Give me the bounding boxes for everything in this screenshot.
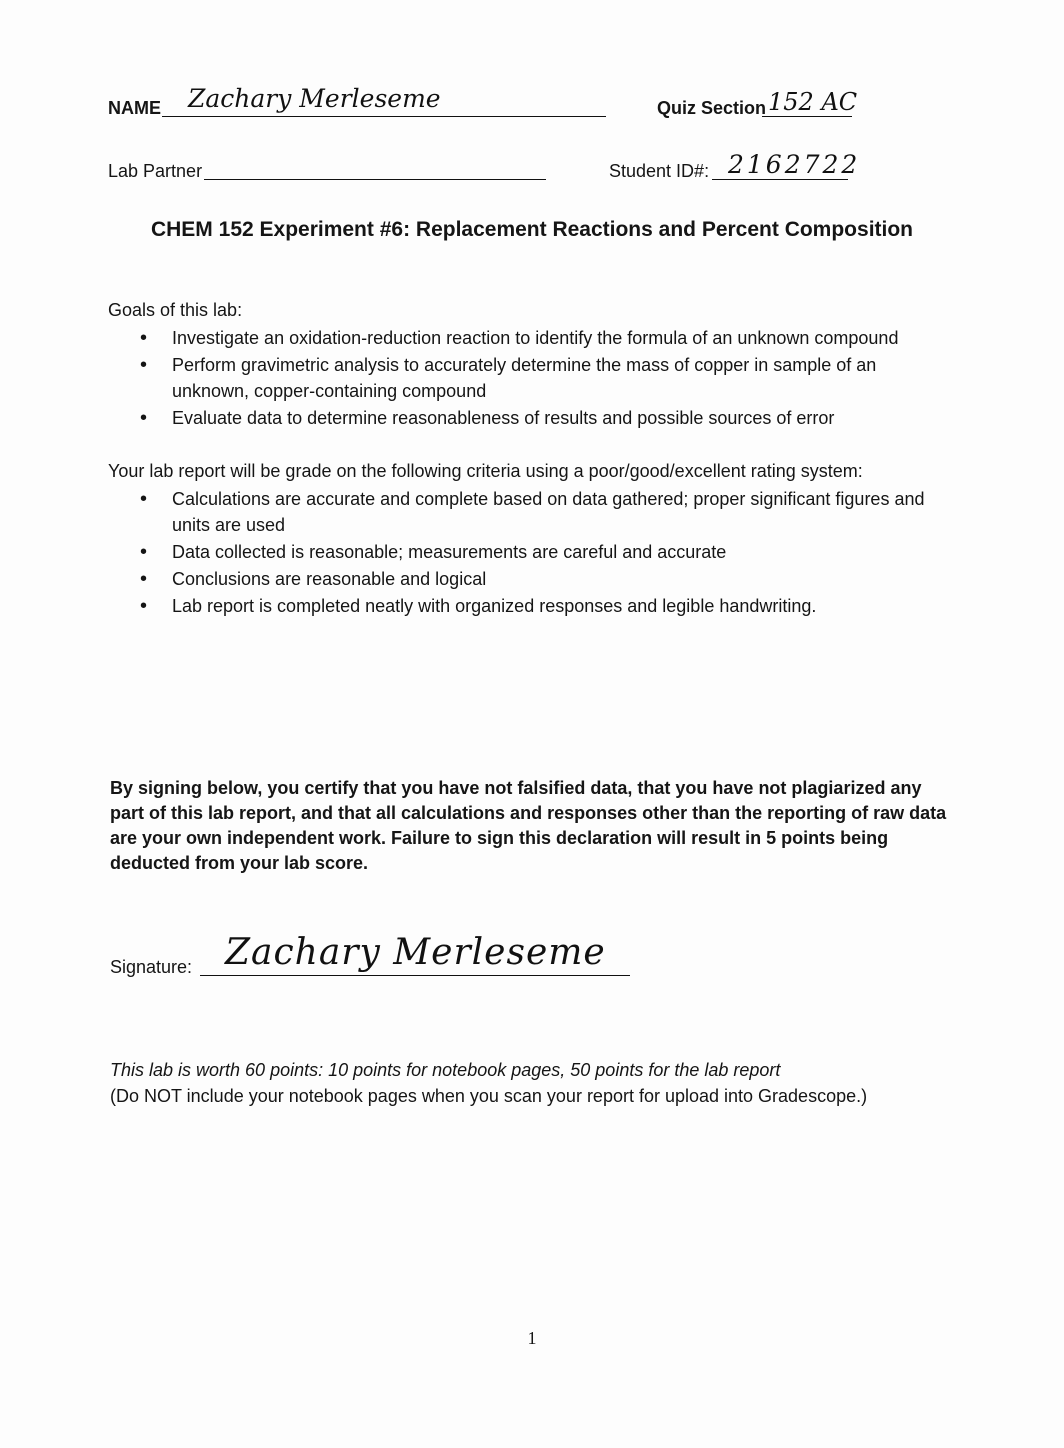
certification-text: By signing below, you certify that you have not falsified data, that you have not plagiarized any part of this lab report, and that all calculations and responses other than the reporting of raw data are your own independent work. Failure to sign this declaration will result in 5 points being deducted from your lab score.: [110, 778, 947, 873]
quiz-section-line[interactable]: [762, 116, 852, 117]
criteria-list: [110, 486, 960, 620]
lab-partner-label: Lab Partner: [108, 161, 203, 181]
student-id-label: Student ID#:: [609, 161, 710, 181]
page-title: CHEM 152 Experiment #6: Replacement Reactions and Percent Composition: [150, 218, 914, 241]
quiz-section-handwriting: 152 AC: [768, 88, 858, 116]
goal-item: • Evaluate data to determine reasonableness of results and possible sources of error: [110, 405, 960, 431]
student-id-line[interactable]: [712, 179, 848, 180]
quiz-section-label: Quiz Section: [657, 98, 767, 118]
criteria-item: • Data collected is reasonable; measurements are careful and accurate: [110, 539, 960, 565]
page-number: 1: [527, 1328, 537, 1348]
criteria-item: • Lab report is completed neatly with organized responses and legible handwriting.: [110, 593, 960, 619]
signature-line[interactable]: [200, 975, 630, 976]
name-handwriting: Zachary Merleseme: [188, 84, 441, 113]
criteria-item: • Calculations are accurate and complete based on data gathered; proper significant figures and units are used: [110, 486, 962, 538]
goals-list: [110, 325, 960, 432]
points-note: This lab is worth 60 points: 10 points for notebook pages, 50 points for the lab report: [110, 1060, 781, 1080]
student-id-handwriting: 2162722: [728, 150, 861, 179]
lab-partner-line[interactable]: [204, 179, 546, 180]
criteria-heading: Your lab report will be grade on the following criteria using a poor/good/excellent rating system:: [108, 461, 863, 481]
goal-item: • Perform gravimetric analysis to accurately determine the mass of copper in sample of an unknown, copper-containing compound: [110, 352, 912, 404]
name-label: NAME: [108, 98, 161, 118]
name-field-line[interactable]: [162, 116, 606, 117]
signature-label: Signature:: [110, 957, 193, 977]
goals-heading: Goals of this lab:: [108, 300, 243, 320]
signature-handwriting: Zachary Merleseme: [225, 932, 606, 973]
scan-note: (Do NOT include your notebook pages when you scan your report for upload into Gradescope.): [110, 1086, 868, 1106]
criteria-item: • Conclusions are reasonable and logical: [110, 566, 960, 592]
goal-item: • Investigate an oxidation-reduction reaction to identify the formula of an unknown compound: [110, 325, 960, 351]
